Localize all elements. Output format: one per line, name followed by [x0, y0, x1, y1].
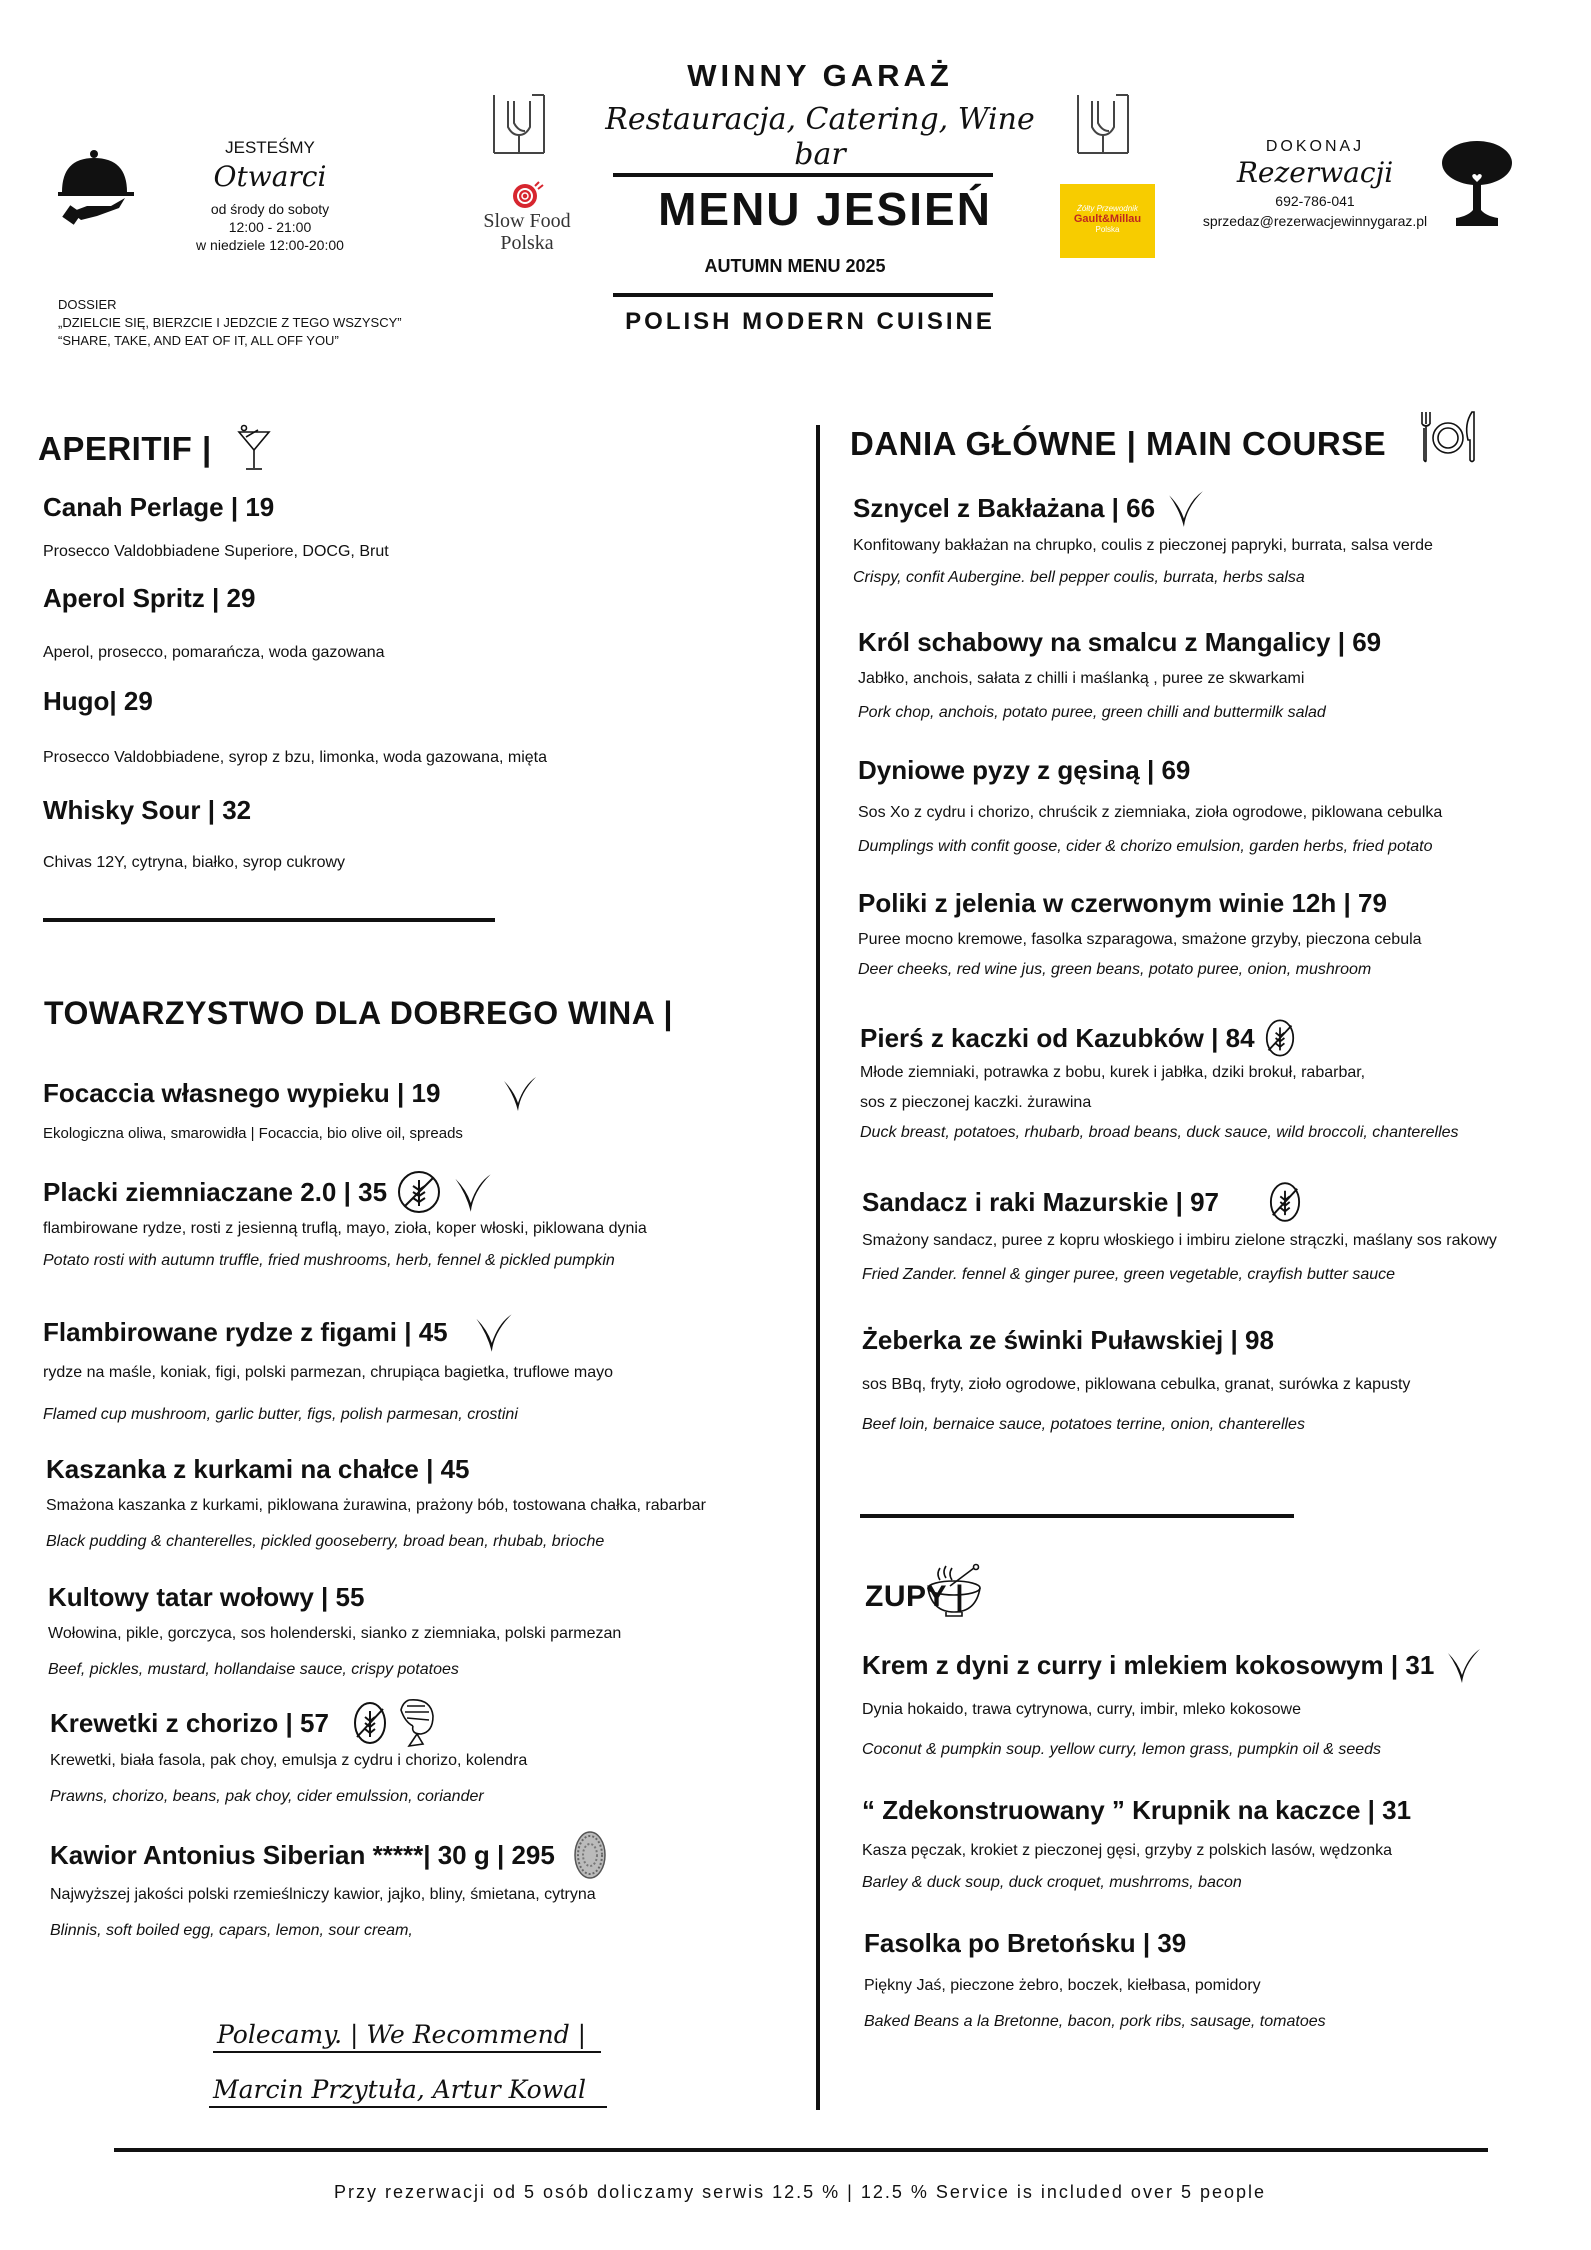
chefs-text: Marcin Przytuła, Artur Kowal: [213, 2075, 587, 2104]
dossier-title: DOSSIER: [58, 297, 117, 312]
item-description-pl: Krewetki, biała fasola, pak choy, emulsja z cydru i chorizo, kolendra: [50, 1752, 528, 1769]
item-name: Poliki z jelenia w czerwonym winie 12h | 79: [858, 888, 1387, 918]
menu-item: [862, 1795, 1411, 1892]
slow-food-line-1: Slow Food: [483, 210, 571, 232]
leaf-icon: [500, 1073, 540, 1113]
item-description-pl: Prosecco Valdobbiadene, syrop z bzu, limonka, woda gazowana, mięta: [43, 749, 547, 766]
recommend-line: [213, 2020, 601, 2053]
menu-subtitle: AUTUMN MENU 2025: [704, 256, 886, 276]
item-description-en: Flamed cup mushroom, garlic butter, figs, polish parmesan, crostini: [43, 1406, 518, 1423]
item-description: Ekologiczna oliwa, smarowidła | Focaccia, bio olive oil, spreads: [43, 1125, 463, 1142]
shrimp-icon: [397, 1696, 437, 1750]
item-name: Żeberka ze świnki Puławskiej | 98: [862, 1325, 1274, 1355]
item-description-en: Blinnis, soft boiled egg, capars, lemon, sour cream,: [50, 1922, 413, 1939]
gault-line-2: Gault&Millau: [1073, 213, 1142, 225]
chefs-line: [209, 2075, 607, 2108]
item-description-pl: Konfitowany bakłażan na chrupko, coulis z pieczonej papryki, burrata, salsa verde: [853, 537, 1433, 554]
dossier-line-en: “SHARE, TAKE, AND EAT OF IT, ALL OFF YOU”: [58, 333, 339, 348]
item-description-en: Potato rosti with autumn truffle, fried mushrooms, herb, fennel & pickled pumpkin: [43, 1252, 615, 1269]
menu-item: [43, 1073, 540, 1142]
hours-line-3: w niedziele 12:00-20:00: [196, 237, 344, 253]
item-description-en: Beef loin, bernaice sauce, potatoes terrine, onion, chanterelles: [862, 1416, 1305, 1433]
item-description-en: Prawns, chorizo, beans, pak choy, cider emulssion, coriander: [50, 1788, 484, 1805]
starters-title: TOWARZYSTWO DLA DOBREGO WINA |: [44, 995, 673, 1031]
item-name: Whisky Sour | 32: [43, 795, 252, 825]
item-description-pl: Piękny Jaś, pieczone żebro, boczek, kiełbasa, pomidory: [864, 1977, 1261, 1994]
item-description-en: Dumplings with confit goose, cider & chorizo emulsion, garden herbs, fried potato: [858, 838, 1433, 855]
menu-item: [46, 1454, 706, 1551]
item-description-pl: Najwyższej jakości polski rzemieślniczy kawior, jajko, bliny, śmietana, cytryna: [50, 1886, 596, 1903]
item-description-pl: flambirowane rydze, rosti z jesienną truflą, mayo, zioła, koper włoski, piklowana dynia: [43, 1220, 647, 1237]
item-description-pl: Dynia hokaido, trawa cytrynowa, curry, imbir, mleko kokosowe: [862, 1701, 1301, 1718]
menu-item: [862, 1645, 1484, 1759]
main-course-divider: [860, 1514, 1294, 1518]
item-description-en: Deer cheeks, red wine jus, green beans, potato puree, onion, mushroom: [858, 961, 1372, 978]
wine-glasses-icon: [492, 93, 546, 155]
cutlery-icon: [1418, 410, 1478, 464]
item-name: “ Zdekonstruowany ” Krupnik na kaczce | 31: [862, 1795, 1412, 1825]
gluten-free-icon: [353, 1701, 387, 1745]
reservation-info: [1195, 138, 1435, 229]
menu-item: [43, 1170, 647, 1270]
tree-icon: [1440, 140, 1514, 226]
item-description-en: Coconut & pumpkin soup. yellow curry, lemon grass, pumpkin oil & seeds: [862, 1741, 1382, 1758]
gluten-free-icon: [397, 1170, 441, 1214]
item-description-pl: Smażona kaszanka z kurkami, piklowana żurawina, prażony bób, tostowana chałka, rabarbar: [46, 1497, 706, 1514]
cuisine-label: POLISH MODERN CUISINE: [625, 308, 995, 335]
gault-millau-logo: [1060, 184, 1155, 258]
dossier: [58, 296, 402, 350]
menu-item: [43, 1310, 613, 1424]
item-description-pl: Smażony sandacz, puree z kopru włoskiego i imbiru zielone strączki, maślany sos rakowy: [862, 1232, 1497, 1249]
slow-food-line-2: Polska: [500, 232, 554, 254]
item-description-pl: sos BBq, fryty, zioło ogrodowe, piklowana cebulka, granat, surówka z kapusty: [862, 1376, 1411, 1393]
item-description-en: Fried Zander. fennel & ginger puree, green vegetable, crayfish butter sauce: [862, 1266, 1396, 1283]
item-description-en: Beef, pickles, mustard, hollandaise sauce, crispy potatoes: [48, 1661, 459, 1678]
item-name: Dyniowe pyzy z gęsiną | 69: [858, 755, 1191, 785]
menu-title: MENU JESIEŃ: [658, 183, 992, 235]
item-name: Sandacz i raki Mazurskie | 97: [862, 1186, 1220, 1217]
recommend-text: Polecamy. | We Recommend |: [217, 2020, 587, 2049]
main-course-title: DANIA GŁÓWNE | MAIN COURSE: [850, 425, 1387, 462]
gluten-free-icon: [1269, 1180, 1301, 1224]
item-description-pl: rydze na maśle, koniak, figi, polski parmezan, chrupiąca bagietka, truflowe mayo: [43, 1364, 614, 1381]
item-description-pl-2: sos z pieczonej kaczki. żurawina: [860, 1094, 1092, 1111]
header-divider-bottom: [613, 293, 993, 297]
item-description-en: Duck breast, potatoes, rhubarb, broad beans, duck sauce, wild broccoli, chanterelles: [860, 1124, 1459, 1141]
menu-item: [43, 795, 345, 872]
menu-item: [853, 487, 1433, 587]
item-description-pl: Aperol, prosecco, pomarańcza, woda gazowana: [43, 644, 385, 661]
soup-bowl-icon: [924, 1562, 984, 1618]
leaf-icon: [1444, 1645, 1484, 1685]
reservation-label: DOKONAJ: [1265, 138, 1365, 155]
header-divider-top: [613, 173, 993, 177]
item-description-en: Crispy, confit Aubergine. bell pepper coulis, burrata, herbs salsa: [853, 569, 1305, 586]
item-description-pl: Puree mocno kremowe, fasolka szparagowa, smażone grzyby, pieczona cebula: [858, 931, 1422, 948]
caviar-icon: [573, 1830, 607, 1880]
column-divider: [816, 425, 820, 2110]
gault-line-3: Polska: [1095, 225, 1120, 234]
item-description-pl: Prosecco Valdobbiadene Superiore, DOCG, Brut: [43, 543, 389, 560]
menu-item: [862, 1325, 1410, 1434]
item-description-en: Black pudding & chanterelles, pickled gooseberry, broad bean, rhubab, brioche: [46, 1533, 605, 1550]
menu-item: [43, 492, 389, 561]
menu-item: [858, 755, 1442, 856]
item-name: Krewetki z chorizo | 57: [50, 1707, 329, 1738]
menu-item: [864, 1928, 1326, 2031]
item-description-en: Barley & duck soup, duck croquet, mushrroms, bacon: [862, 1874, 1242, 1891]
cocktail-icon: [236, 424, 272, 472]
menu-item: [43, 686, 547, 767]
service-note: Przy rezerwacji od 5 osób doliczamy serwis 12.5 % | 12.5 % Service is included over 5 people: [333, 2182, 1267, 2202]
item-name: Pierś z kaczki od Kazubków | 84: [860, 1022, 1255, 1053]
item-name: Canah Perlage | 19: [43, 492, 275, 522]
menu-item: [858, 888, 1422, 979]
item-name: Focaccia własnego wypieku | 19: [43, 1077, 441, 1108]
menu-item: [50, 1696, 527, 1806]
menu-item: [43, 583, 385, 662]
soups-title: ZUPY |: [865, 1580, 965, 1613]
menu-item: [860, 1018, 1459, 1142]
item-name: Krem z dyni z curry i mlekiem kokosowym | 31: [862, 1649, 1435, 1680]
cloche-icon: [57, 150, 137, 230]
leaf-icon: [451, 1170, 495, 1214]
hours-line-1: od środy do soboty: [210, 201, 330, 217]
slow-food-logo: [462, 180, 592, 254]
open-info: [170, 138, 370, 253]
brand-tagline: Restauracja, Catering, Wine bar: [605, 102, 1035, 172]
item-description-en: Baked Beans a la Bretonne, bacon, pork ribs, sausage, tomatoes: [864, 2013, 1326, 2030]
leaf-icon: [1165, 487, 1207, 529]
item-name: Aperol Spritz | 29: [43, 583, 256, 613]
leaf-icon: [472, 1310, 516, 1354]
item-name: Flambirowane rydze z figami | 45: [43, 1316, 448, 1347]
gault-line-1: Żółty Przewodnik: [1077, 204, 1138, 213]
item-description-pl: Wołowina, pikle, gorczyca, sos holenderski, sianko z ziemniaka, polski parmezan: [48, 1625, 622, 1642]
reservation-email[interactable]: sprzedaz@rezerwacjewinnygaraz.pl: [1202, 213, 1428, 229]
item-description-pl: Kasza pęczak, krokiet z pieczonej gęsi, grzyby z polskich lasów, wędzonka: [862, 1842, 1393, 1859]
item-description-en: Pork chop, anchois, potato puree, green chilli and buttermilk salad: [858, 704, 1326, 721]
aperitif-divider: [43, 918, 495, 922]
menu-item: [50, 1830, 607, 1940]
wine-glasses-icon-right: [1076, 93, 1130, 155]
brand-name: WINNY GARAŻ: [687, 58, 953, 93]
hours-line-2: 12:00 - 21:00: [228, 219, 312, 235]
menu-item: [48, 1582, 621, 1679]
aperitif-title: APERITIF |: [38, 430, 212, 467]
dossier-line-pl: „DZIELCIE SIĘ, BIERZCIE I JEDZCIE Z TEGO WSZYSCY”: [58, 315, 402, 330]
gluten-free-icon: [1265, 1018, 1295, 1058]
item-description-pl: Jabłko, anchois, sałata z chilli i maślanką , puree ze skwarkami: [858, 670, 1305, 687]
item-name: Sznycel z Bakłażana | 66: [853, 492, 1156, 523]
footer-divider: [114, 2148, 1488, 2152]
item-name: Hugo| 29: [43, 686, 153, 716]
open-label: JESTEŚMY: [225, 138, 315, 157]
reservation-script: Rezerwacji: [1236, 156, 1394, 189]
menu-item: [858, 627, 1381, 722]
item-description-pl: Młode ziemniaki, potrawka z bobu, kurek i jabłka, dziki brokuł, rabarbar,: [860, 1064, 1366, 1081]
reservation-phone[interactable]: 692-786-041: [1275, 193, 1355, 209]
item-description-pl: Sos Xo z cydru i chorizo, chruścik z ziemniaka, zioła ogrodowe, piklowana cebulka: [858, 804, 1443, 821]
item-name: Kultowy tatar wołowy | 55: [48, 1582, 365, 1612]
item-name: Król schabowy na smalcu z Mangalicy | 69: [858, 627, 1382, 657]
open-script: Otwarci: [213, 160, 327, 193]
item-name: Placki ziemniaczane 2.0 | 35: [43, 1176, 388, 1207]
item-name: Kawior Antonius Siberian *****| 30 g | 295: [50, 1839, 555, 1870]
item-name: Fasolka po Bretońsku | 39: [864, 1928, 1187, 1958]
item-description-pl: Chivas 12Y, cytryna, białko, syrop cukrowy: [43, 854, 346, 871]
item-name: Kaszanka z kurkami na chałce | 45: [46, 1454, 470, 1484]
menu-item: [862, 1180, 1497, 1284]
